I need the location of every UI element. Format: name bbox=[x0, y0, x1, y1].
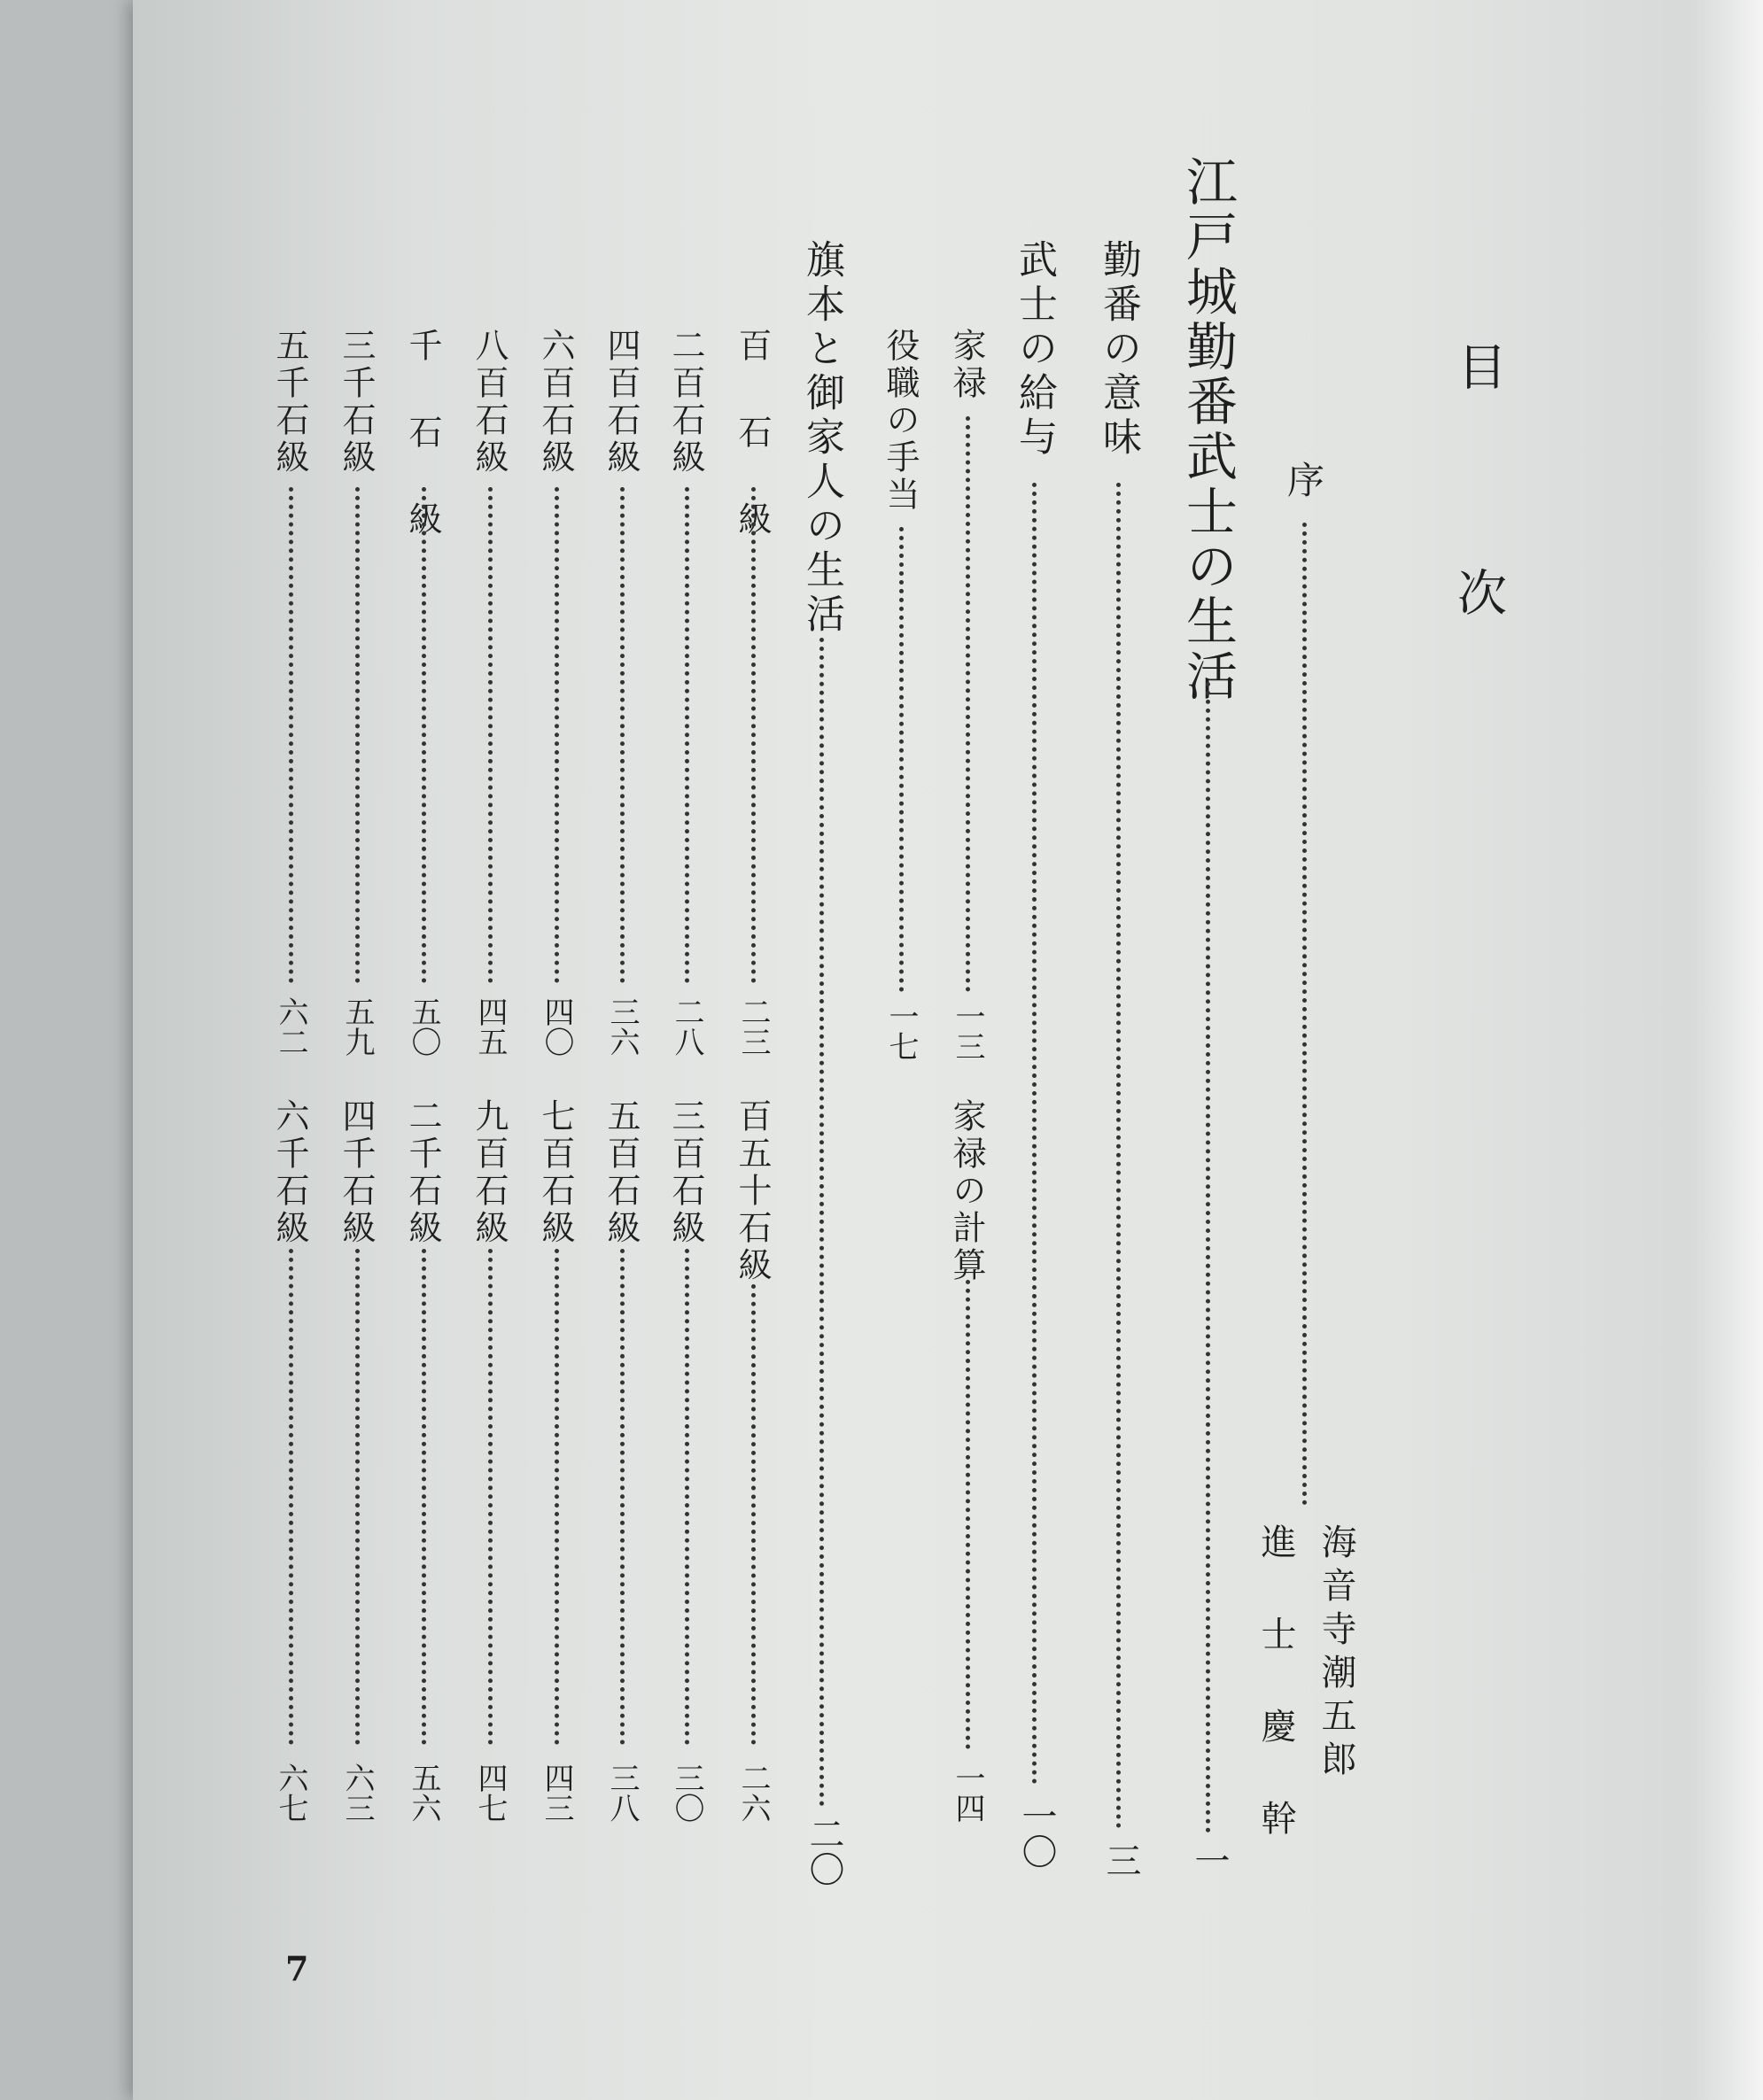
leader-dots bbox=[289, 487, 293, 983]
toc-subentry: 六百石級 bbox=[536, 328, 575, 477]
page-ref: 五〇 bbox=[406, 996, 441, 1057]
leader-dots bbox=[488, 1249, 493, 1745]
toc-subentry: 七百石級 bbox=[536, 1098, 575, 1247]
page-ref: 二六 bbox=[735, 1763, 771, 1823]
leader-dots bbox=[422, 487, 426, 983]
leader-dots bbox=[819, 638, 824, 1807]
toc-subentry: 家禄 bbox=[947, 328, 986, 402]
page-ref: 六二 bbox=[273, 996, 308, 1057]
page-ref: 四三 bbox=[539, 1763, 574, 1823]
page-ref: 二〇 bbox=[804, 1816, 844, 1887]
toc-entry: 旗本と御家人の生活 bbox=[799, 239, 844, 638]
toc-subentry: 役職の手当 bbox=[881, 328, 920, 514]
toc-subentry: 三千石級 bbox=[337, 328, 376, 477]
toc-title-char-1: 目 bbox=[1449, 341, 1507, 391]
leader-dots bbox=[1116, 483, 1121, 1829]
page-ref: 六七 bbox=[273, 1763, 308, 1823]
leader-dots bbox=[555, 487, 559, 983]
page-number: 7 bbox=[285, 1949, 309, 1988]
author-name: 海音寺潮五郎 bbox=[1316, 1523, 1356, 1784]
toc-subentry: 百五十石級 bbox=[733, 1098, 772, 1284]
page-ref: 二三 bbox=[735, 996, 771, 1057]
page-ref: 六三 bbox=[339, 1763, 375, 1823]
page-ref: 一七 bbox=[883, 1001, 919, 1061]
page-ref: 五六 bbox=[406, 1763, 441, 1823]
toc-subentry: 家禄の計算 bbox=[947, 1098, 986, 1284]
toc-subentry: 六千石級 bbox=[270, 1098, 309, 1247]
toc-title-char-2: 次 bbox=[1449, 567, 1507, 616]
page-edge bbox=[1688, 0, 1763, 2100]
toc-subentry: 八百石級 bbox=[470, 328, 509, 477]
leader-dots bbox=[355, 1249, 360, 1745]
leader-dots bbox=[488, 487, 493, 983]
leader-dots bbox=[685, 487, 689, 983]
toc-subentry: 四千石級 bbox=[337, 1098, 376, 1247]
toc-entry: 武士の給与 bbox=[1012, 239, 1057, 461]
page-ref: 一 bbox=[1189, 1842, 1230, 1878]
page-ref: 二八 bbox=[669, 996, 704, 1057]
toc-subentry: 九百石級 bbox=[470, 1098, 509, 1247]
leader-dots bbox=[751, 487, 756, 983]
leader-dots bbox=[422, 1249, 426, 1745]
author-name: 進 士 慶 幹 bbox=[1255, 1523, 1296, 1843]
page-ref: 五九 bbox=[339, 996, 375, 1057]
leader-dots bbox=[751, 1284, 756, 1745]
toc-section-heading: 江戸城勤番武士の生活 bbox=[1177, 155, 1238, 704]
leader-dots bbox=[685, 1249, 689, 1745]
toc-entry: 勤番の意味 bbox=[1096, 239, 1141, 461]
toc-subentry: 五千石級 bbox=[270, 328, 309, 477]
page-ref: 三八 bbox=[604, 1763, 640, 1823]
leader-dots bbox=[620, 487, 625, 983]
toc-subentry: 五百石級 bbox=[602, 1098, 641, 1247]
toc-subentry: 二千石級 bbox=[403, 1098, 442, 1247]
leader-dots bbox=[1206, 682, 1210, 1833]
leader-dots bbox=[1302, 523, 1307, 1506]
leader-dots bbox=[289, 1249, 293, 1745]
page-ref: 一〇 bbox=[1016, 1798, 1057, 1869]
page-ref: 四七 bbox=[472, 1763, 508, 1823]
leader-dots bbox=[620, 1249, 625, 1745]
page-ref: 四〇 bbox=[539, 996, 574, 1057]
leader-dots bbox=[355, 487, 360, 983]
page-ref: 四五 bbox=[472, 996, 508, 1057]
page-ref: 三〇 bbox=[669, 1763, 704, 1823]
toc-subentry: 二百石級 bbox=[666, 328, 705, 477]
page-ref: 一四 bbox=[950, 1763, 985, 1823]
toc-entry-preface: 序 bbox=[1282, 461, 1325, 498]
toc-subentry: 千 石 級 bbox=[403, 328, 442, 542]
page-ref: 三六 bbox=[604, 996, 640, 1057]
leader-dots bbox=[1032, 483, 1037, 1785]
page-ref: 一三 bbox=[950, 1001, 985, 1061]
leader-dots bbox=[555, 1249, 559, 1745]
toc-subentry: 百 石 級 bbox=[733, 328, 772, 542]
page-ref: 三 bbox=[1100, 1842, 1141, 1878]
toc-subentry: 四百石級 bbox=[602, 328, 641, 477]
leader-dots bbox=[966, 416, 970, 992]
leader-dots bbox=[966, 1280, 970, 1749]
toc-subentry: 三百石級 bbox=[666, 1098, 705, 1247]
leader-dots bbox=[899, 527, 904, 992]
